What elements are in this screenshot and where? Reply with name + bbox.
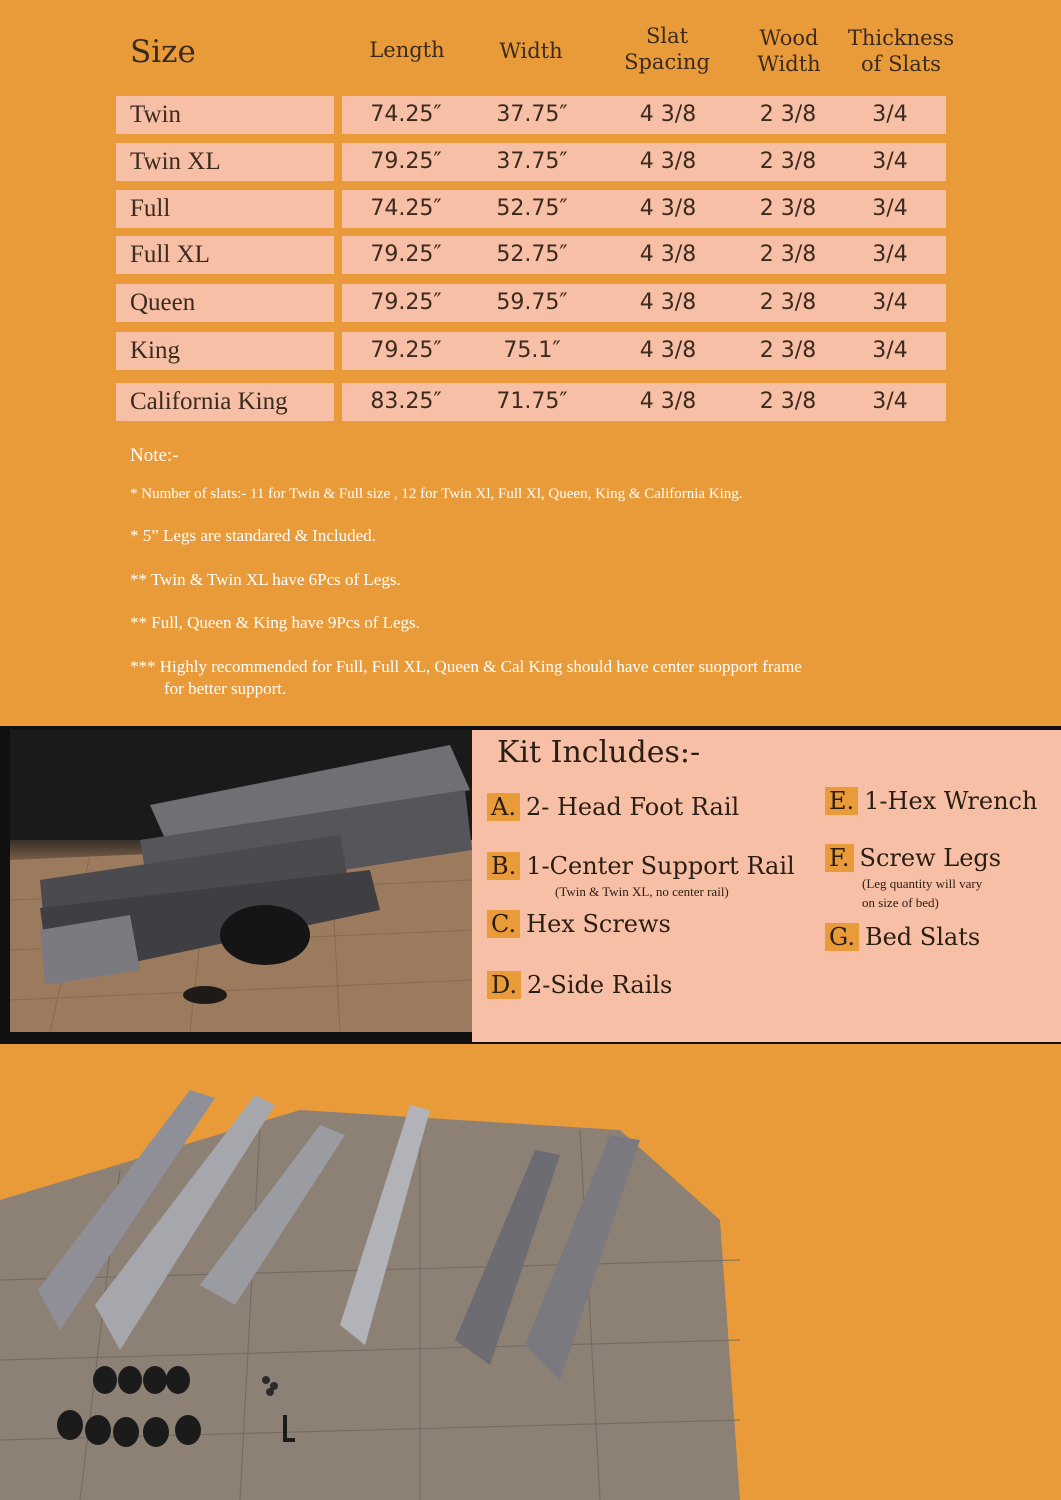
table-row bbox=[342, 143, 946, 181]
kit-item-f-note: (Leg quantity will vary bbox=[862, 876, 983, 891]
table-row bbox=[342, 383, 946, 421]
wood-width-cell: 2 3/8 bbox=[759, 389, 817, 414]
kit-item-f-note: on size of bed) bbox=[862, 895, 939, 910]
wood-width-cell: 2 3/8 bbox=[759, 338, 817, 363]
kit-item-b-note: (Twin & Twin XL, no center rail) bbox=[555, 884, 729, 899]
wood-width-cell: 2 3/8 bbox=[759, 196, 817, 221]
slat-spacing-cell: 4 3/8 bbox=[639, 149, 697, 174]
kit-item-f: F. Screw Legs bbox=[825, 844, 1001, 872]
thickness-cell: 3/4 bbox=[872, 290, 908, 315]
thickness-cell: 3/4 bbox=[872, 338, 908, 363]
header-slat-spacing: Slat Spacing bbox=[624, 24, 710, 74]
table-row bbox=[342, 190, 946, 228]
thickness-cell: 3/4 bbox=[872, 242, 908, 267]
slat-spacing-cell: 4 3/8 bbox=[639, 389, 697, 414]
slat-spacing-cell: 4 3/8 bbox=[639, 290, 697, 315]
wood-width-cell: 2 3/8 bbox=[759, 290, 817, 315]
note-item: for better support. bbox=[164, 679, 287, 698]
note-title: Note:- bbox=[130, 445, 179, 466]
slat-spacing-cell: 4 3/8 bbox=[639, 196, 697, 221]
width-cell: 59.75″ bbox=[496, 290, 568, 315]
width-cell: 52.75″ bbox=[496, 196, 568, 221]
note-item: *** Highly recommended for Full, Full XL, Queen & Cal King should have center suopport frame bbox=[130, 657, 802, 676]
kit-title: Kit Includes:- bbox=[497, 735, 701, 770]
header-thickness: Thickness of Slats bbox=[847, 26, 955, 76]
wood-width-cell: 2 3/8 bbox=[759, 149, 817, 174]
header-size: Size bbox=[130, 34, 196, 70]
size-cell: Twin bbox=[116, 96, 334, 134]
header-length: Length bbox=[369, 38, 445, 62]
length-cell: 79.25″ bbox=[370, 338, 442, 363]
table-row bbox=[342, 332, 946, 370]
slat-spacing-cell: 4 3/8 bbox=[639, 338, 697, 363]
width-cell: 75.1″ bbox=[503, 338, 561, 363]
length-cell: 83.25″ bbox=[370, 389, 442, 414]
size-cell: King bbox=[116, 332, 334, 370]
thickness-cell: 3/4 bbox=[872, 149, 908, 174]
length-cell: 79.25″ bbox=[370, 149, 442, 174]
note-item: ** Twin & Twin XL have 6Pcs of Legs. bbox=[130, 570, 401, 589]
size-cell: Twin XL bbox=[116, 143, 334, 181]
note-item: * Number of slats:- 11 for Twin & Full size , 12 for Twin Xl, Full Xl, Queen, King & California King. bbox=[130, 486, 743, 502]
wood-width-cell: 2 3/8 bbox=[759, 242, 817, 267]
size-cell: California King bbox=[116, 383, 334, 421]
kit-item-g: G. Bed Slats bbox=[825, 923, 980, 951]
width-cell: 37.75″ bbox=[496, 102, 568, 127]
kit-item-a: A. 2- Head Foot Rail bbox=[487, 793, 739, 821]
size-cell: Queen bbox=[116, 284, 334, 322]
length-cell: 79.25″ bbox=[370, 242, 442, 267]
wood-width-cell: 2 3/8 bbox=[759, 102, 817, 127]
slat-spacing-cell: 4 3/8 bbox=[639, 102, 697, 127]
table-row bbox=[342, 96, 946, 134]
kit-item-b: B. 1-Center Support Rail bbox=[487, 852, 795, 880]
length-cell: 74.25″ bbox=[370, 102, 442, 127]
size-cell: Full XL bbox=[116, 236, 334, 274]
kit-item-d: D. 2-Side Rails bbox=[487, 971, 672, 999]
header-wood-width: Wood Width bbox=[757, 26, 821, 76]
slat-spacing-cell: 4 3/8 bbox=[639, 242, 697, 267]
length-cell: 74.25″ bbox=[370, 196, 442, 221]
packaged-kit-photo bbox=[10, 730, 472, 1032]
header-width: Width bbox=[499, 39, 563, 63]
size-cell: Full bbox=[116, 190, 334, 228]
unpacked-parts-photo bbox=[0, 1080, 760, 1500]
width-cell: 37.75″ bbox=[496, 149, 568, 174]
width-cell: 52.75″ bbox=[496, 242, 568, 267]
kit-item-c: C. Hex Screws bbox=[487, 910, 671, 938]
thickness-cell: 3/4 bbox=[872, 102, 908, 127]
width-cell: 71.75″ bbox=[496, 389, 568, 414]
thickness-cell: 3/4 bbox=[872, 196, 908, 221]
table-row bbox=[342, 236, 946, 274]
length-cell: 79.25″ bbox=[370, 290, 442, 315]
thickness-cell: 3/4 bbox=[872, 389, 908, 414]
note-item: ** Full, Queen & King have 9Pcs of Legs. bbox=[130, 613, 420, 632]
table-row bbox=[342, 284, 946, 322]
kit-item-e: E. 1-Hex Wrench bbox=[825, 787, 1037, 815]
note-item: * 5” Legs are standared & Included. bbox=[130, 526, 376, 545]
